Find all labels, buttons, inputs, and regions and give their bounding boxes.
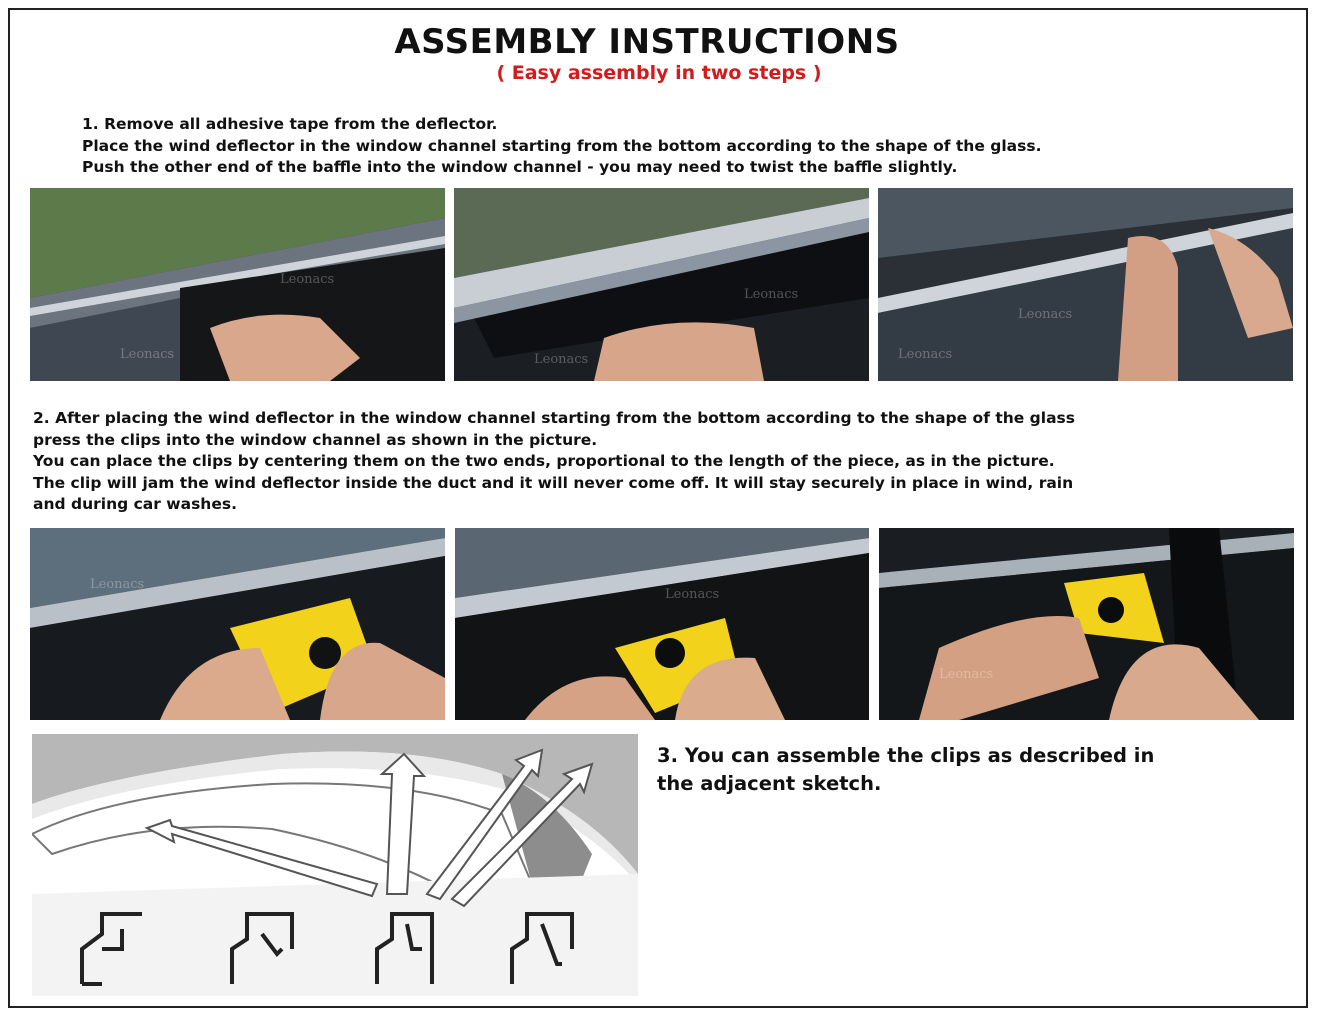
step1-photo-2 <box>454 188 869 381</box>
watermark-text: Leonacs <box>939 667 994 682</box>
watermark-text: Leonacs <box>898 347 953 362</box>
watermark-text: Leonacs <box>120 347 175 362</box>
step1-photo-3 <box>878 188 1293 381</box>
step2-line: press the clips into the window channel as shown in the picture. <box>33 430 598 449</box>
step2-text <box>33 408 1075 516</box>
step2-photo-3 <box>879 528 1294 720</box>
step1-photo-1 <box>30 188 445 381</box>
page-subtitle: ( Easy assembly in two steps ) <box>496 62 822 84</box>
step2-line: and during car washes. <box>33 495 237 513</box>
watermark-text: Leonacs <box>744 287 799 302</box>
page-title: ASSEMBLY INSTRUCTIONS <box>394 22 900 62</box>
step2-line: You can place the clips by centering them on the two ends, proportional to the length of the piece, as in the picture. <box>33 452 1055 470</box>
watermark-text: Leonacs <box>280 272 335 287</box>
step3-line: 3. You can assemble the clips as described in <box>657 744 1155 767</box>
watermark-text: Leonacs <box>90 577 145 592</box>
watermark-text: Leonacs <box>534 352 589 367</box>
watermark-text: Leonacs <box>1018 307 1073 322</box>
step3-text <box>657 742 1154 798</box>
step3-line: the adjacent sketch. <box>657 772 882 795</box>
clip-sketch <box>32 734 638 996</box>
step1-line: 1. Remove all adhesive tape from the deflector. <box>82 115 498 133</box>
step1-text <box>82 114 1041 179</box>
step2-line: The clip will jam the wind deflector inside the duct and it will never come off. It will stay securely in place in wind, rain <box>33 473 1074 492</box>
step2-line: 2. After placing the wind deflector in the window channel starting from the bottom according to the shape of the glass <box>33 409 1076 427</box>
step2-photo-2 <box>455 528 869 720</box>
step1-line: Place the wind deflector in the window channel starting from the bottom according to the shape of the glass. <box>82 136 1042 155</box>
step2-photo-1 <box>30 528 445 720</box>
watermark-text: Leonacs <box>665 587 720 602</box>
step1-line: Push the other end of the baffle into the window channel - you may need to twist the baffle slightly. <box>82 158 958 176</box>
